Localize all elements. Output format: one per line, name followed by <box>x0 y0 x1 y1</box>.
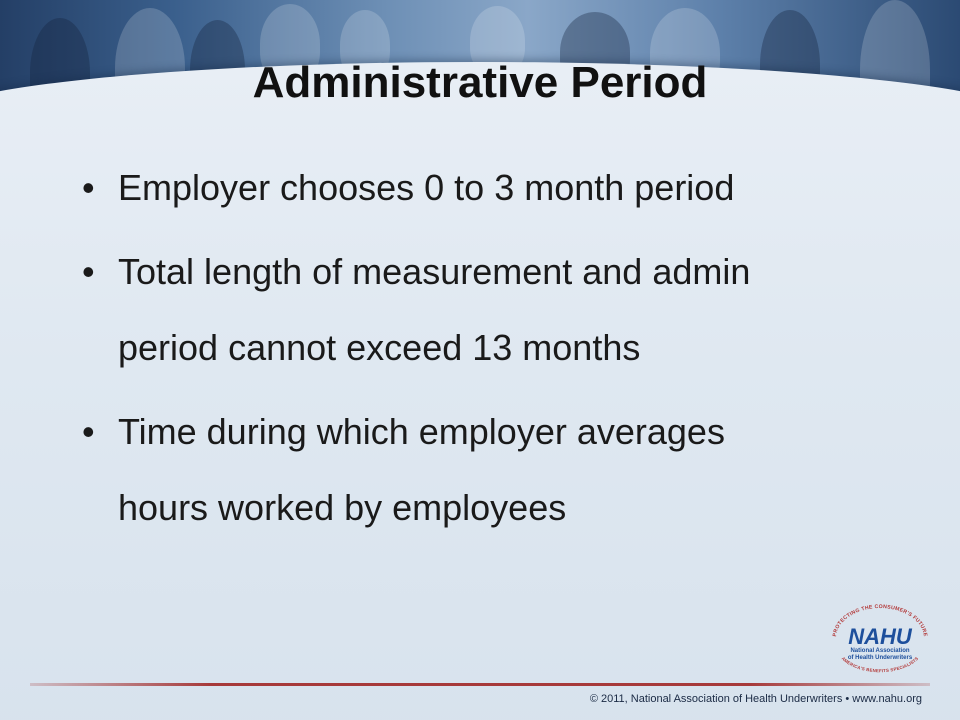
bullet-marker: • <box>82 411 95 452</box>
nahu-logo <box>826 604 934 676</box>
svg-text:NAHU: NAHU <box>848 624 912 649</box>
bullet-marker: • <box>82 251 95 292</box>
svg-text:of Health Underwriters: of Health Underwriters <box>847 655 913 661</box>
svg-text:AMERICA'S BENEFITS SPECIALISTS: AMERICA'S BENEFITS SPECIALISTS <box>840 655 920 674</box>
svg-text:National Association: National Association <box>850 648 910 654</box>
bullet-line: period cannot exceed 13 months <box>118 327 641 368</box>
slide-title: Administrative Period <box>252 58 708 107</box>
bullet-item <box>80 394 900 546</box>
bullet-item <box>80 234 900 386</box>
bullet-marker: • <box>82 167 95 208</box>
footer-copyright: © 2011, National Association of Health Underwriters • www.nahu.org <box>589 693 922 705</box>
bullet-item <box>80 150 900 226</box>
bullet-line: Time during which employer averages <box>118 411 725 452</box>
svg-text:PROTECTING THE CONSUMER'S FUTU: PROTECTING THE CONSUMER'S FUTURE <box>832 604 928 638</box>
footer-divider <box>30 683 930 686</box>
bullet-line: hours worked by employees <box>118 487 567 528</box>
bullet-line: Employer chooses 0 to 3 month period <box>118 167 735 208</box>
bullet-list <box>80 150 900 554</box>
bullet-line: Total length of measurement and admin <box>118 251 751 292</box>
